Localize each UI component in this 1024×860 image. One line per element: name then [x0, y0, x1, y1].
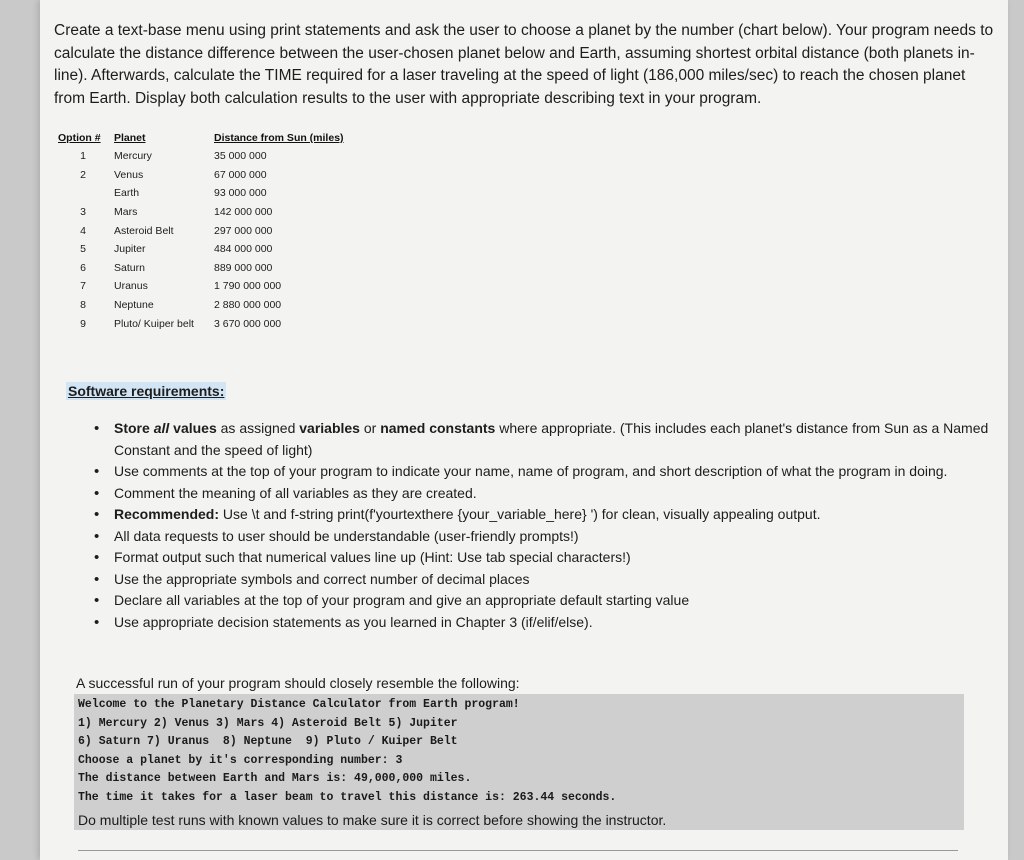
table-row — [56, 221, 374, 240]
distance-cell: 2 880 000 000 — [214, 299, 282, 312]
planet-cell: Earth — [114, 187, 140, 200]
distance-cell: 3 670 000 000 — [214, 317, 282, 330]
table-header-row — [56, 130, 374, 147]
req-text-bold: variables — [299, 420, 360, 436]
option-cell — [56, 184, 110, 203]
req-text-bold: named constants — [380, 420, 496, 436]
list-item: • Comment the meaning of all variables as they are created. — [90, 483, 990, 505]
list-item: • Declare all variables at the top of your program and give an appropriate default starting value — [90, 590, 990, 612]
planet-cell: Mercury — [114, 150, 152, 163]
list-item: • Format output such that numerical values line up (Hint: Use tab special characters!) — [90, 547, 990, 569]
list-item: • All data requests to user should be understandable (user-friendly prompts!) — [90, 526, 990, 548]
example-console-output — [74, 694, 964, 830]
distance-cell: 35 000 000 — [214, 150, 267, 163]
distance-cell: 67 000 000 — [214, 168, 267, 181]
footer-note: Do multiple test runs with known values to make sure it is correct before showing the instructor. — [78, 812, 667, 828]
distance-cell: 1 790 000 000 — [214, 280, 282, 293]
console-line: Welcome to the Planetary Distance Calculator from Earth program! — [78, 698, 520, 711]
planet-cell: Jupiter — [114, 243, 146, 256]
planet-cell: Mars — [114, 206, 138, 219]
option-cell: 2 — [80, 168, 86, 181]
option-cell: 4 — [80, 224, 86, 237]
option-cell: 1 — [80, 150, 86, 163]
distance-cell: 889 000 000 — [214, 261, 273, 274]
req-text-bold: Store — [114, 420, 154, 436]
list-item: • Use appropriate decision statements as you learned in Chapter 3 (if/elif/else). — [90, 612, 990, 634]
table-row — [56, 259, 374, 278]
req-text: or — [359, 420, 381, 436]
assignment-intro: Create a text-base menu using print statements and ask the user to choose a planet by the number (chart below). Your program needs to calculate the distance difference between the user-chosen planet below and Earth, assuming shortest orbital distance (both planets in-line). Afterwards, calculate the TIME required for a laser traveling at the speed of light (186,000 miles/sec) to reach the chosen planet from Earth. Display both calculation results to the user with appropriate describing text in your program. — [54, 22, 994, 107]
divider — [78, 850, 958, 851]
table-row — [56, 240, 374, 259]
document-page — [40, 0, 1008, 860]
req-text: Use \t and f-string print(f'yourtexthere {your_variable_here} ') for clean, visually appealing output. — [219, 506, 821, 522]
list-item: • Use comments at the top of your program to indicate your name, name of program, and short description of what the program in doing. — [90, 461, 990, 483]
option-cell: 8 — [80, 299, 86, 312]
table-row — [56, 296, 374, 315]
distance-cell: 297 000 000 — [214, 224, 273, 237]
table-row — [56, 166, 374, 185]
console-line: The time it takes for a laser beam to travel this distance is: 263.44 seconds. — [78, 790, 617, 804]
example-run-heading: A successful run of your program should closely resemble the following: — [76, 675, 520, 691]
table-row — [56, 184, 374, 203]
planet-cell: Asteroid Belt — [114, 224, 174, 237]
req-text-bold: Recommended: — [114, 506, 220, 522]
distance-cell: 142 000 000 — [214, 206, 273, 219]
console-line: 1) Mercury 2) Venus 3) Mars 4) Asteroid Belt 5) Jupiter — [78, 716, 458, 730]
distance-cell: 484 000 000 — [214, 243, 273, 256]
planet-cell: Venus — [114, 168, 144, 181]
planet-cell: Neptune — [114, 299, 154, 312]
option-cell: 5 — [80, 243, 86, 256]
console-line: The distance between Earth and Mars is: 49,000,000 miles. — [78, 772, 472, 785]
req-text: as assigned — [216, 420, 300, 436]
header-option: Option # — [58, 132, 101, 144]
option-cell: 9 — [80, 317, 86, 330]
option-cell: 7 — [80, 280, 86, 293]
req-text: where appropriate. (This includes each planet's distance from Sun as a Named Constant and the speed of light) — [114, 420, 989, 458]
option-cell: 3 — [80, 206, 86, 219]
table-row — [56, 147, 374, 166]
requirements-list — [90, 418, 990, 633]
console-line: Choose a planet by it's corresponding number: 3 — [78, 753, 403, 767]
option-cell: 6 — [80, 261, 86, 274]
list-item — [90, 418, 990, 461]
table-row — [56, 203, 374, 222]
req-text-italic: all — [153, 420, 170, 436]
planet-cell: Pluto/ Kuiper belt — [114, 317, 194, 330]
table-row — [56, 314, 374, 333]
planet-cell: Saturn — [114, 261, 145, 274]
distance-cell: 93 000 000 — [214, 187, 267, 200]
software-requirements-heading: Software requirements: — [68, 383, 225, 399]
header-distance: Distance from Sun (miles) — [214, 132, 344, 144]
planet-distance-table — [56, 130, 374, 333]
table-row — [56, 277, 374, 296]
req-text-bold: values — [169, 420, 217, 436]
list-item: • Use the appropriate symbols and correct number of decimal places — [90, 569, 990, 591]
list-item — [90, 504, 990, 526]
planet-cell: Uranus — [114, 280, 148, 293]
console-line: 6) Saturn 7) Uranus 8) Neptune 9) Pluto / Kuiper Belt — [78, 735, 458, 748]
header-planet: Planet — [114, 132, 146, 144]
